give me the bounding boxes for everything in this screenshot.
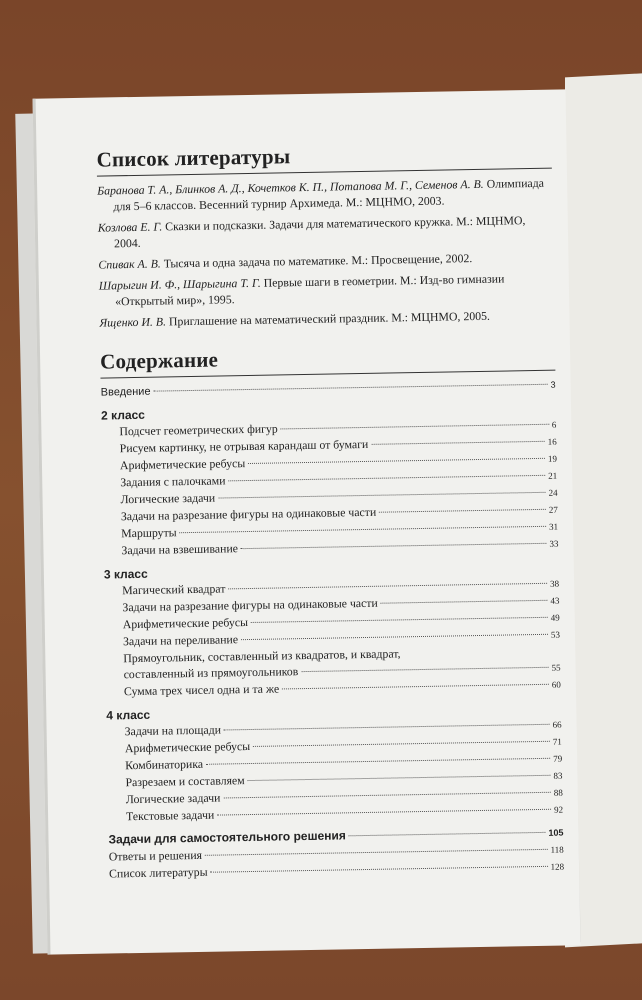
bib-entry: Спивак А. В. Тысяча и одна задача по математике. М.: Просвещение, 2002. (98, 251, 473, 272)
bib-entry: Баранова Т. А., Блинков А. Д., Кочетков К. П., Потапова М. Г., Семенов А. В. Олимпиада для 5–6 классов. Весенний турнир Архимеда. М.: МЦНМО, 2003. (97, 175, 545, 214)
toc-item[interactable]: Сумма трех чисел одна и та же 60 (123, 679, 561, 699)
toc-item[interactable]: Подсчет геометрических фигур 6 (119, 419, 557, 439)
toc-item[interactable]: Задачи на разрезание фигуры на одинаковые части 43 (122, 595, 560, 615)
bib-entry: Ященко И. В. Приглашение на математический праздник. М.: МЦНМО, 2005. (99, 308, 491, 330)
toc-item[interactable]: Ответы и решения 118 (108, 844, 564, 864)
toc-item[interactable]: Разрезаем и составляем 83 (125, 770, 563, 790)
bib-entry: Козлова Е. Г. Сказки и подсказки. Задачи для математического кружка. М.: МЦНМО, 2004. (97, 213, 526, 251)
toc-item[interactable]: Логические задачи 24 (120, 487, 558, 507)
toc-item[interactable]: Маршруты 31 (121, 521, 559, 541)
toc-item[interactable]: Задания с палочками 21 (120, 470, 558, 490)
toc-item[interactable]: Задачи для самостоятельного решения 105 (108, 827, 564, 847)
page-content (96, 140, 564, 883)
toc-item[interactable]: Текстовые задачи 92 (125, 804, 564, 824)
bib-entry: Шарыгин И. Ф., Шарыгина Т. Г. Первые шаги в геометрии. М.: Изд-во гимназии «Открытый мир», 1995. (98, 271, 505, 309)
toc-item-line[interactable]: Прямоугольник, составленный из квадратов, и квадрат, (123, 646, 401, 666)
contents-title: Содержание (99, 347, 219, 374)
toc-item[interactable]: Рисуем картинку, не отрывая карандаш от бумаги 16 (119, 436, 557, 456)
bibliography-title: Список литературы (96, 144, 291, 172)
table-of-contents (101, 377, 565, 883)
toc-item[interactable]: Задачи на площади 66 (124, 719, 562, 739)
toc-item[interactable]: Задачи на взвешивание 33 (121, 538, 559, 558)
toc-item[interactable]: Введение 3 (100, 379, 556, 399)
toc-item[interactable]: Задачи на разрезание фигуры на одинаковые части 27 (120, 504, 558, 524)
toc-item[interactable]: Арифметические ребусы 71 (124, 736, 562, 756)
toc-item[interactable]: Магический квадрат 38 (122, 578, 560, 598)
toc-group-heading: 4 класс (106, 707, 151, 723)
toc-item[interactable]: составленный из прямоугольников 55 (123, 662, 561, 682)
toc-item[interactable]: Задачи на переливание 53 (122, 629, 561, 649)
toc-item[interactable]: Арифметические ребусы 19 (119, 453, 558, 473)
toc-item[interactable]: Логические задачи 88 (125, 787, 563, 807)
toc-item[interactable]: Арифметические ребусы 49 (122, 612, 560, 632)
toc-group-heading: 3 класс (103, 566, 148, 582)
book-page (33, 89, 581, 954)
toc-group-heading: 2 класс (100, 407, 146, 423)
toc-item[interactable]: Комбинаторика 79 (125, 753, 563, 773)
toc-item[interactable]: Список литературы 128 (108, 861, 565, 881)
